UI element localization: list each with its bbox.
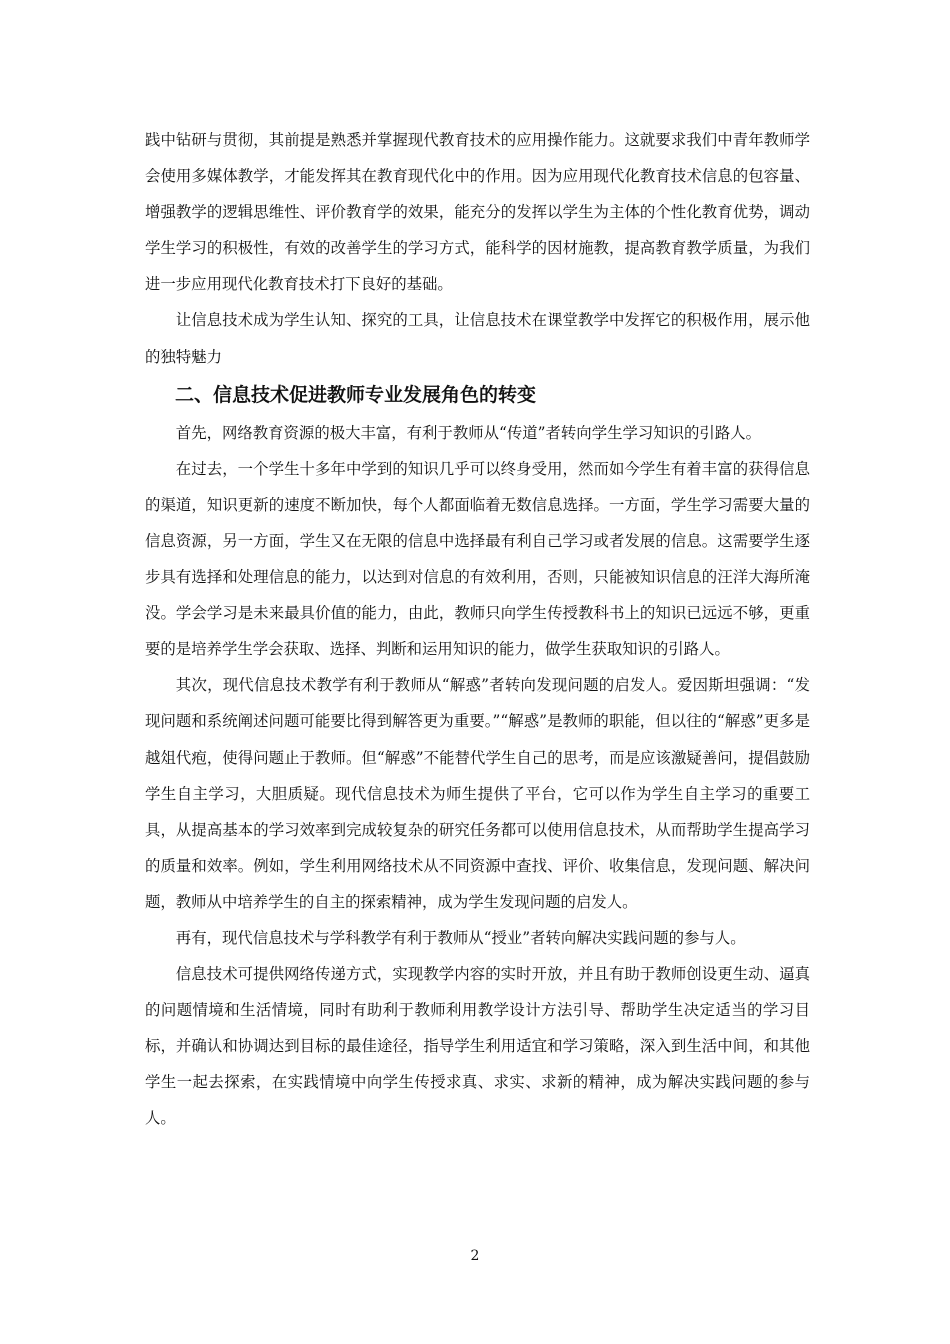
paragraph-first-point: 首先，网络教育资源的极大丰富，有利于教师从“传道”者转向学生学习知识的引路人。 — [175, 423, 761, 442]
paragraph-third-point: 再有，现代信息技术与学科教学有利于教师从“授业”者转向解决实践问题的参与人。 — [175, 928, 746, 947]
paragraph-continuation: 践中钻研与贯彻，其前提是熟悉并掌握现代教育技术的应用操作能力。这就要求我们中青年教师学会使用多媒体教学，才能发挥其在教育现代化中的作用。因为应用现代化教育技术信息的包容量、增强教学的逻辑思维性、评价教育学的效果，能充分的发挥以学生为主体的个性化教育优势，调动学生学习的积极性，有效的改善学生的学习方式，能科学的因材施教，提高教育教学质量，为我们进一步应用现代化教育技术打下良好的基础。 — [145, 131, 810, 294]
section-heading: 二、信息技术促进教师专业发展角色的转变 — [175, 383, 537, 406]
page-number: 2 — [470, 1248, 480, 1264]
paragraph-second-point: 其次，现代信息技术教学有利于教师从“解惑”者转向发现问题的启发人。爱因斯坦强调：“发现问题和系统阐述问题可能要比得到解答更为重要。”“解惑”是教师的职能，但以往的“解惑”更多是越俎代疱，使得问题止于教师。但“解惑”不能替代学生自己的思考，而是应该激疑善问，提倡鼓励学生自主学习，大胆质疑。现代信息技术为师生提供了平台，它可以作为学生自主学习的重要工具，从提高基本的学习效率到完成较复杂的研究任务都可以使用信息技术，从而帮助学生提高学习的质量和效率。例如，学生利用网络技术从不同资源中查找、评价、收集信息，发现问题、解决问题，教师从中培养学生的自主的探索精神，成为学生发现问题的启发人。 — [145, 676, 810, 911]
paragraph-information-era: 在过去，一个学生十多年中学到的知识几乎可以终身受用，然而如今学生有着丰富的获得信息的渠道，知识更新的速度不断加快，每个人都面临着无数信息选择。一方面，学生学习需要大量的信息资源，另一方面，学生又在无限的信息中选择最有利自己学习或者发展的信息。这需要学生逐步具有选择和处理信息的能力，以达到对信息的有效利用，否则，只能被知识信息的汪洋大海所淹没。学会学习是未来最具价值的能力，由此，教师只向学生传授教科书上的知识已远远不够，更重要的是培养学生学会获取、选择、判断和运用知识的能力，做学生获取知识的引路人。 — [145, 459, 810, 659]
paragraph-practice: 信息技术可提供网络传递方式，实现教学内容的实时开放，并且有助于教师创设更生动、逼真的问题情境和生活情境，同时有助利于教师利用教学设计方法引导、帮助学生决定适当的学习目标，并确认和协调达到目标的最佳途径，指导学生利用适宜和学习策略，深入到生活中间，和其他学生一起去探索，在实践情境中向学生传授求真、求实、求新的精神，成为解决实践问题的参与人。 — [145, 965, 810, 1128]
paragraph-it-tool: 让信息技术成为学生认知、探究的工具，让信息技术在课堂教学中发挥它的积极作用，展示他的独特魅力 — [145, 311, 810, 366]
page-content — [145, 122, 810, 1137]
